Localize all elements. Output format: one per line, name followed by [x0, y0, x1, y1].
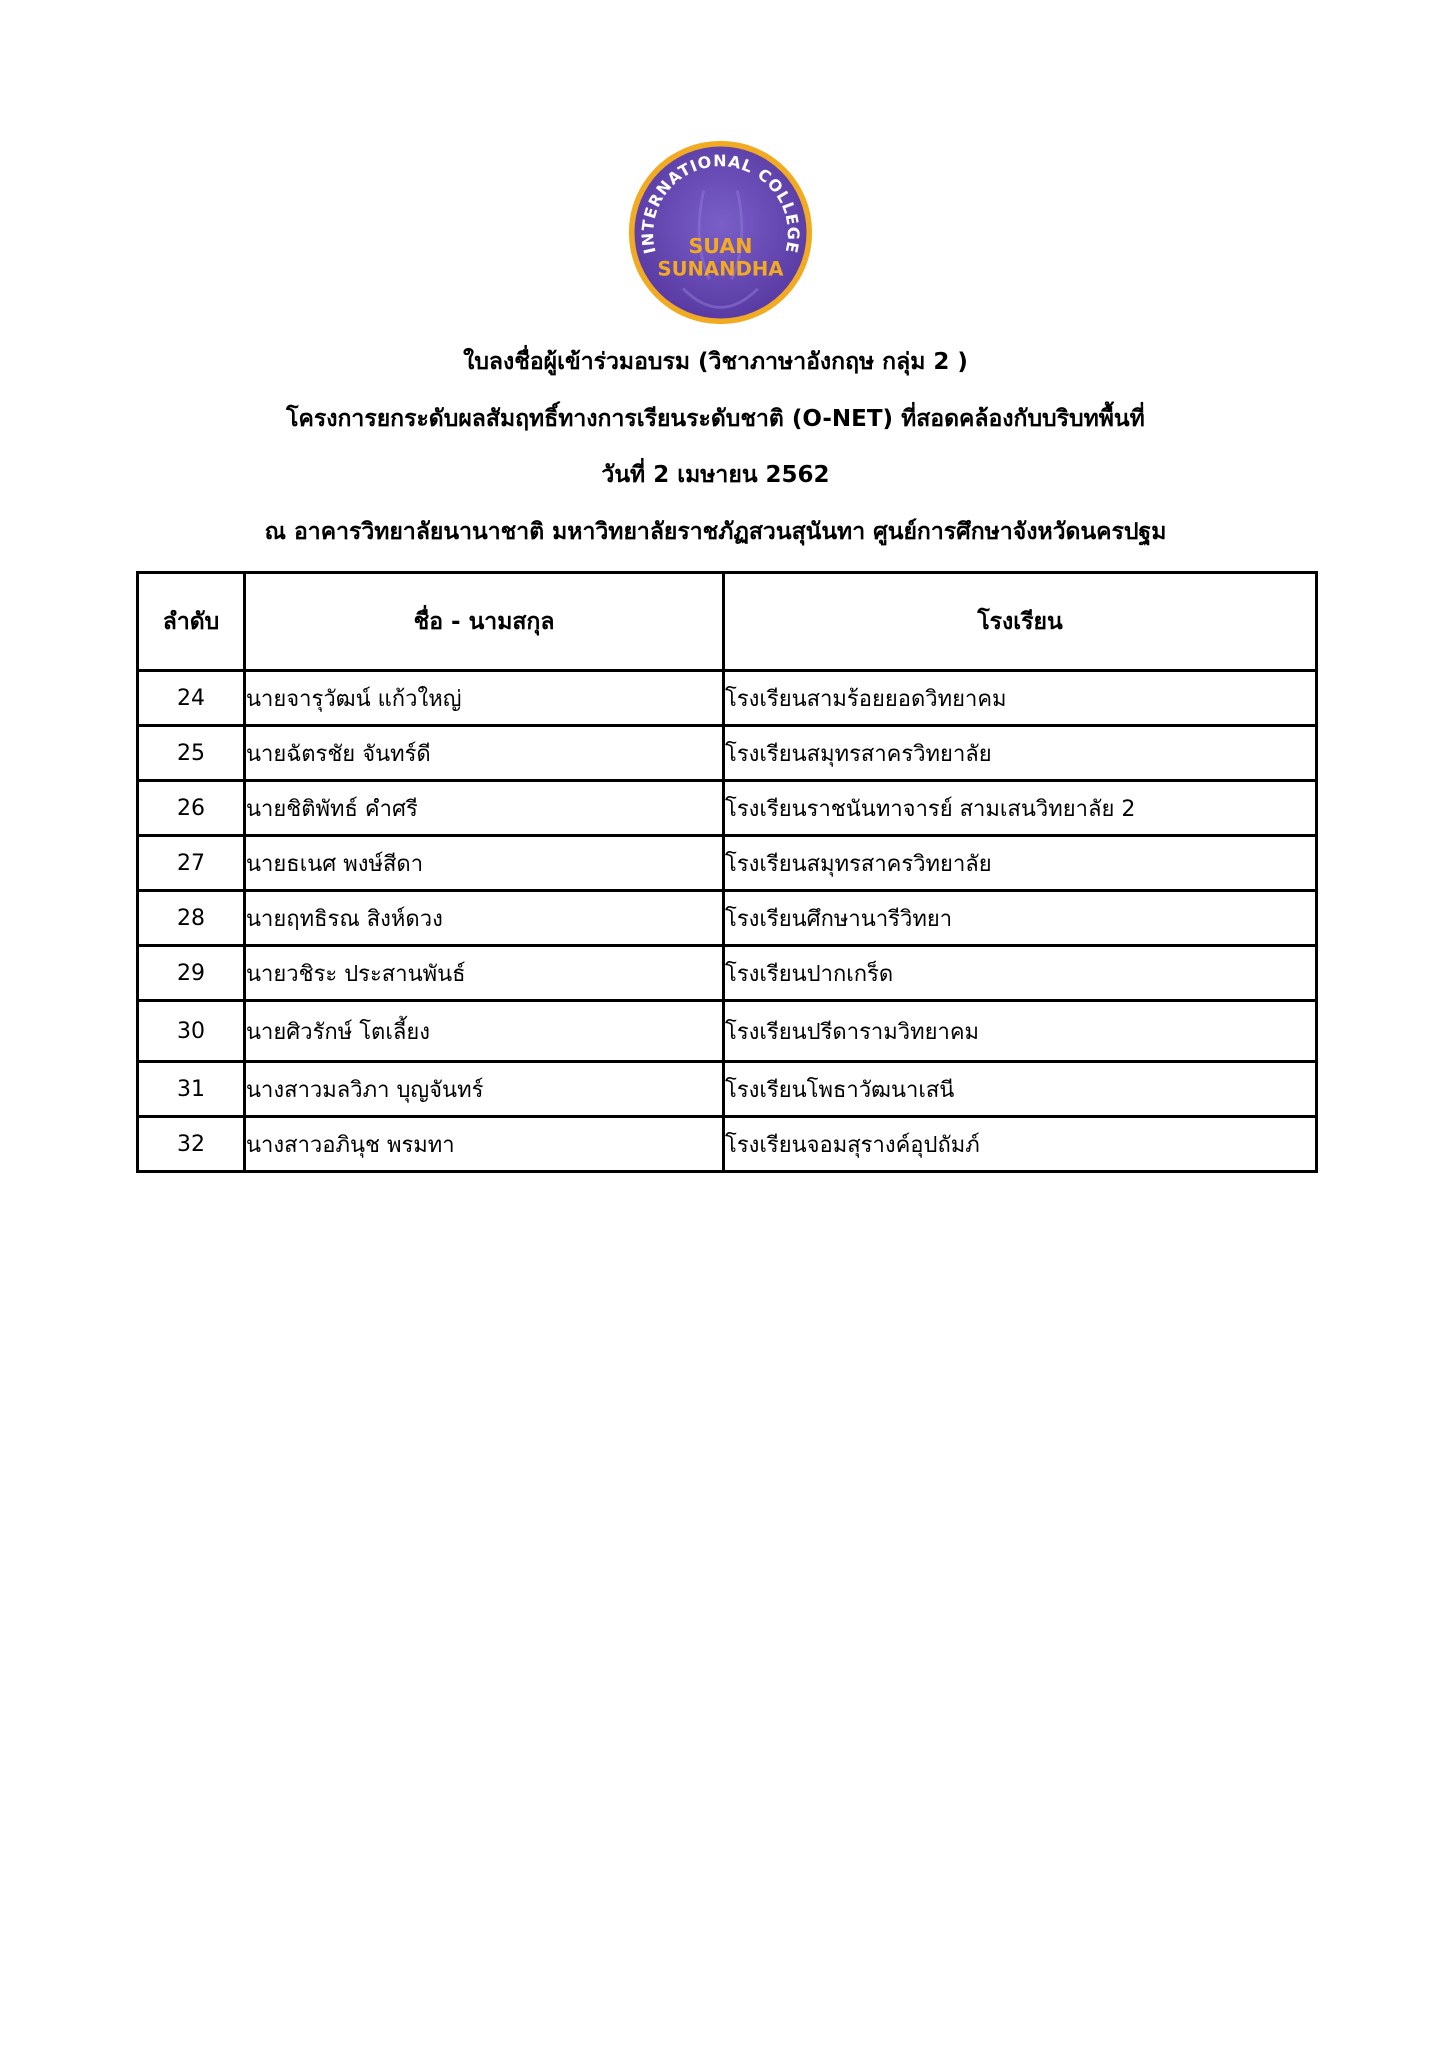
table-row — [138, 1062, 1317, 1117]
attendee-name: นางสาวมลวิภา บุญจันทร์ — [245, 1062, 724, 1117]
table-row — [138, 836, 1317, 891]
logo-arc-text: INTERNATIONAL COLLEGE — [637, 151, 803, 256]
column-header-name: ชื่อ - นามสกุล — [245, 573, 724, 671]
attendee-table — [136, 571, 1318, 1173]
row-number: 24 — [138, 671, 245, 726]
table-row — [138, 891, 1317, 946]
table-row — [138, 781, 1317, 836]
school-name: โรงเรียนสมุทรสาครวิทยาลัย — [724, 836, 1317, 891]
column-header-number: ลำดับ — [138, 573, 245, 671]
table-row — [138, 1117, 1317, 1172]
college-logo — [627, 139, 814, 326]
attendee-name: นายชิติพัทธ์ คำศรี — [245, 781, 724, 836]
logo-purple-disc — [634, 146, 806, 318]
column-header-school: โรงเรียน — [724, 573, 1317, 671]
school-name: โรงเรียนจอมสุรางค์อุปถัมภ์ — [724, 1117, 1317, 1172]
document-title: ใบลงชื่อผู้เข้าร่วมอบรม (วิชาภาษาอังกฤษ กลุ่ม 2 ) — [463, 349, 968, 375]
attendee-name: นางสาวอภินุช พรมทา — [245, 1117, 724, 1172]
attendee-name: นายฤทธิรณ สิงห์ดวง — [245, 891, 724, 946]
event-date: วันที่ 2 เมษายน 2562 — [601, 462, 830, 488]
school-name: โรงเรียนศึกษานารีวิทยา — [724, 891, 1317, 946]
table-row — [138, 1001, 1317, 1062]
attendee-name: นายวชิระ ประสานพันธ์ — [245, 946, 724, 1001]
row-number: 26 — [138, 781, 245, 836]
logo-line2: SUNANDHA — [657, 257, 784, 281]
row-number: 32 — [138, 1117, 245, 1172]
attendee-name: นายศิวรักษ์ โตเลี้ยง — [245, 1001, 724, 1062]
table-row — [138, 671, 1317, 726]
row-number: 27 — [138, 836, 245, 891]
row-number: 31 — [138, 1062, 245, 1117]
school-name: โรงเรียนราชนันทาจารย์ สามเสนวิทยาลัย 2 — [724, 781, 1317, 836]
logo-line1: SUAN — [688, 234, 753, 259]
row-number: 29 — [138, 946, 245, 1001]
school-name: โรงเรียนปากเกร็ด — [724, 946, 1317, 1001]
school-name: โรงเรียนสมุทรสาครวิทยาลัย — [724, 726, 1317, 781]
row-number: 25 — [138, 726, 245, 781]
row-number: 30 — [138, 1001, 245, 1062]
row-number: 28 — [138, 891, 245, 946]
table-header-row — [138, 573, 1317, 671]
school-name: โรงเรียนสามร้อยยอดวิทยาคม — [724, 671, 1317, 726]
event-venue: ณ อาคารวิทยาลัยนานาชาติ มหาวิทยาลัยราชภัฏสวนสุนันทา ศูนย์การศึกษาจังหวัดนครปฐม — [264, 519, 1167, 545]
table-row — [138, 946, 1317, 1001]
attendee-name: นายธเนศ พงษ์สีดา — [245, 836, 724, 891]
attendee-name: นายฉัตรชัย จันทร์ดี — [245, 726, 724, 781]
project-name: โครงการยกระดับผลสัมฤทธิ์ทางการเรียนระดับชาติ (O-NET) ที่สอดคล้องกับบริบทพื้นที่ — [286, 406, 1145, 432]
table-row — [138, 726, 1317, 781]
school-name: โรงเรียนโพธาวัฒนาเสนี — [724, 1062, 1317, 1117]
school-name: โรงเรียนปรีดารามวิทยาคม — [724, 1001, 1317, 1062]
attendee-name: นายจารุวัฒน์ แก้วใหญ่ — [245, 671, 724, 726]
